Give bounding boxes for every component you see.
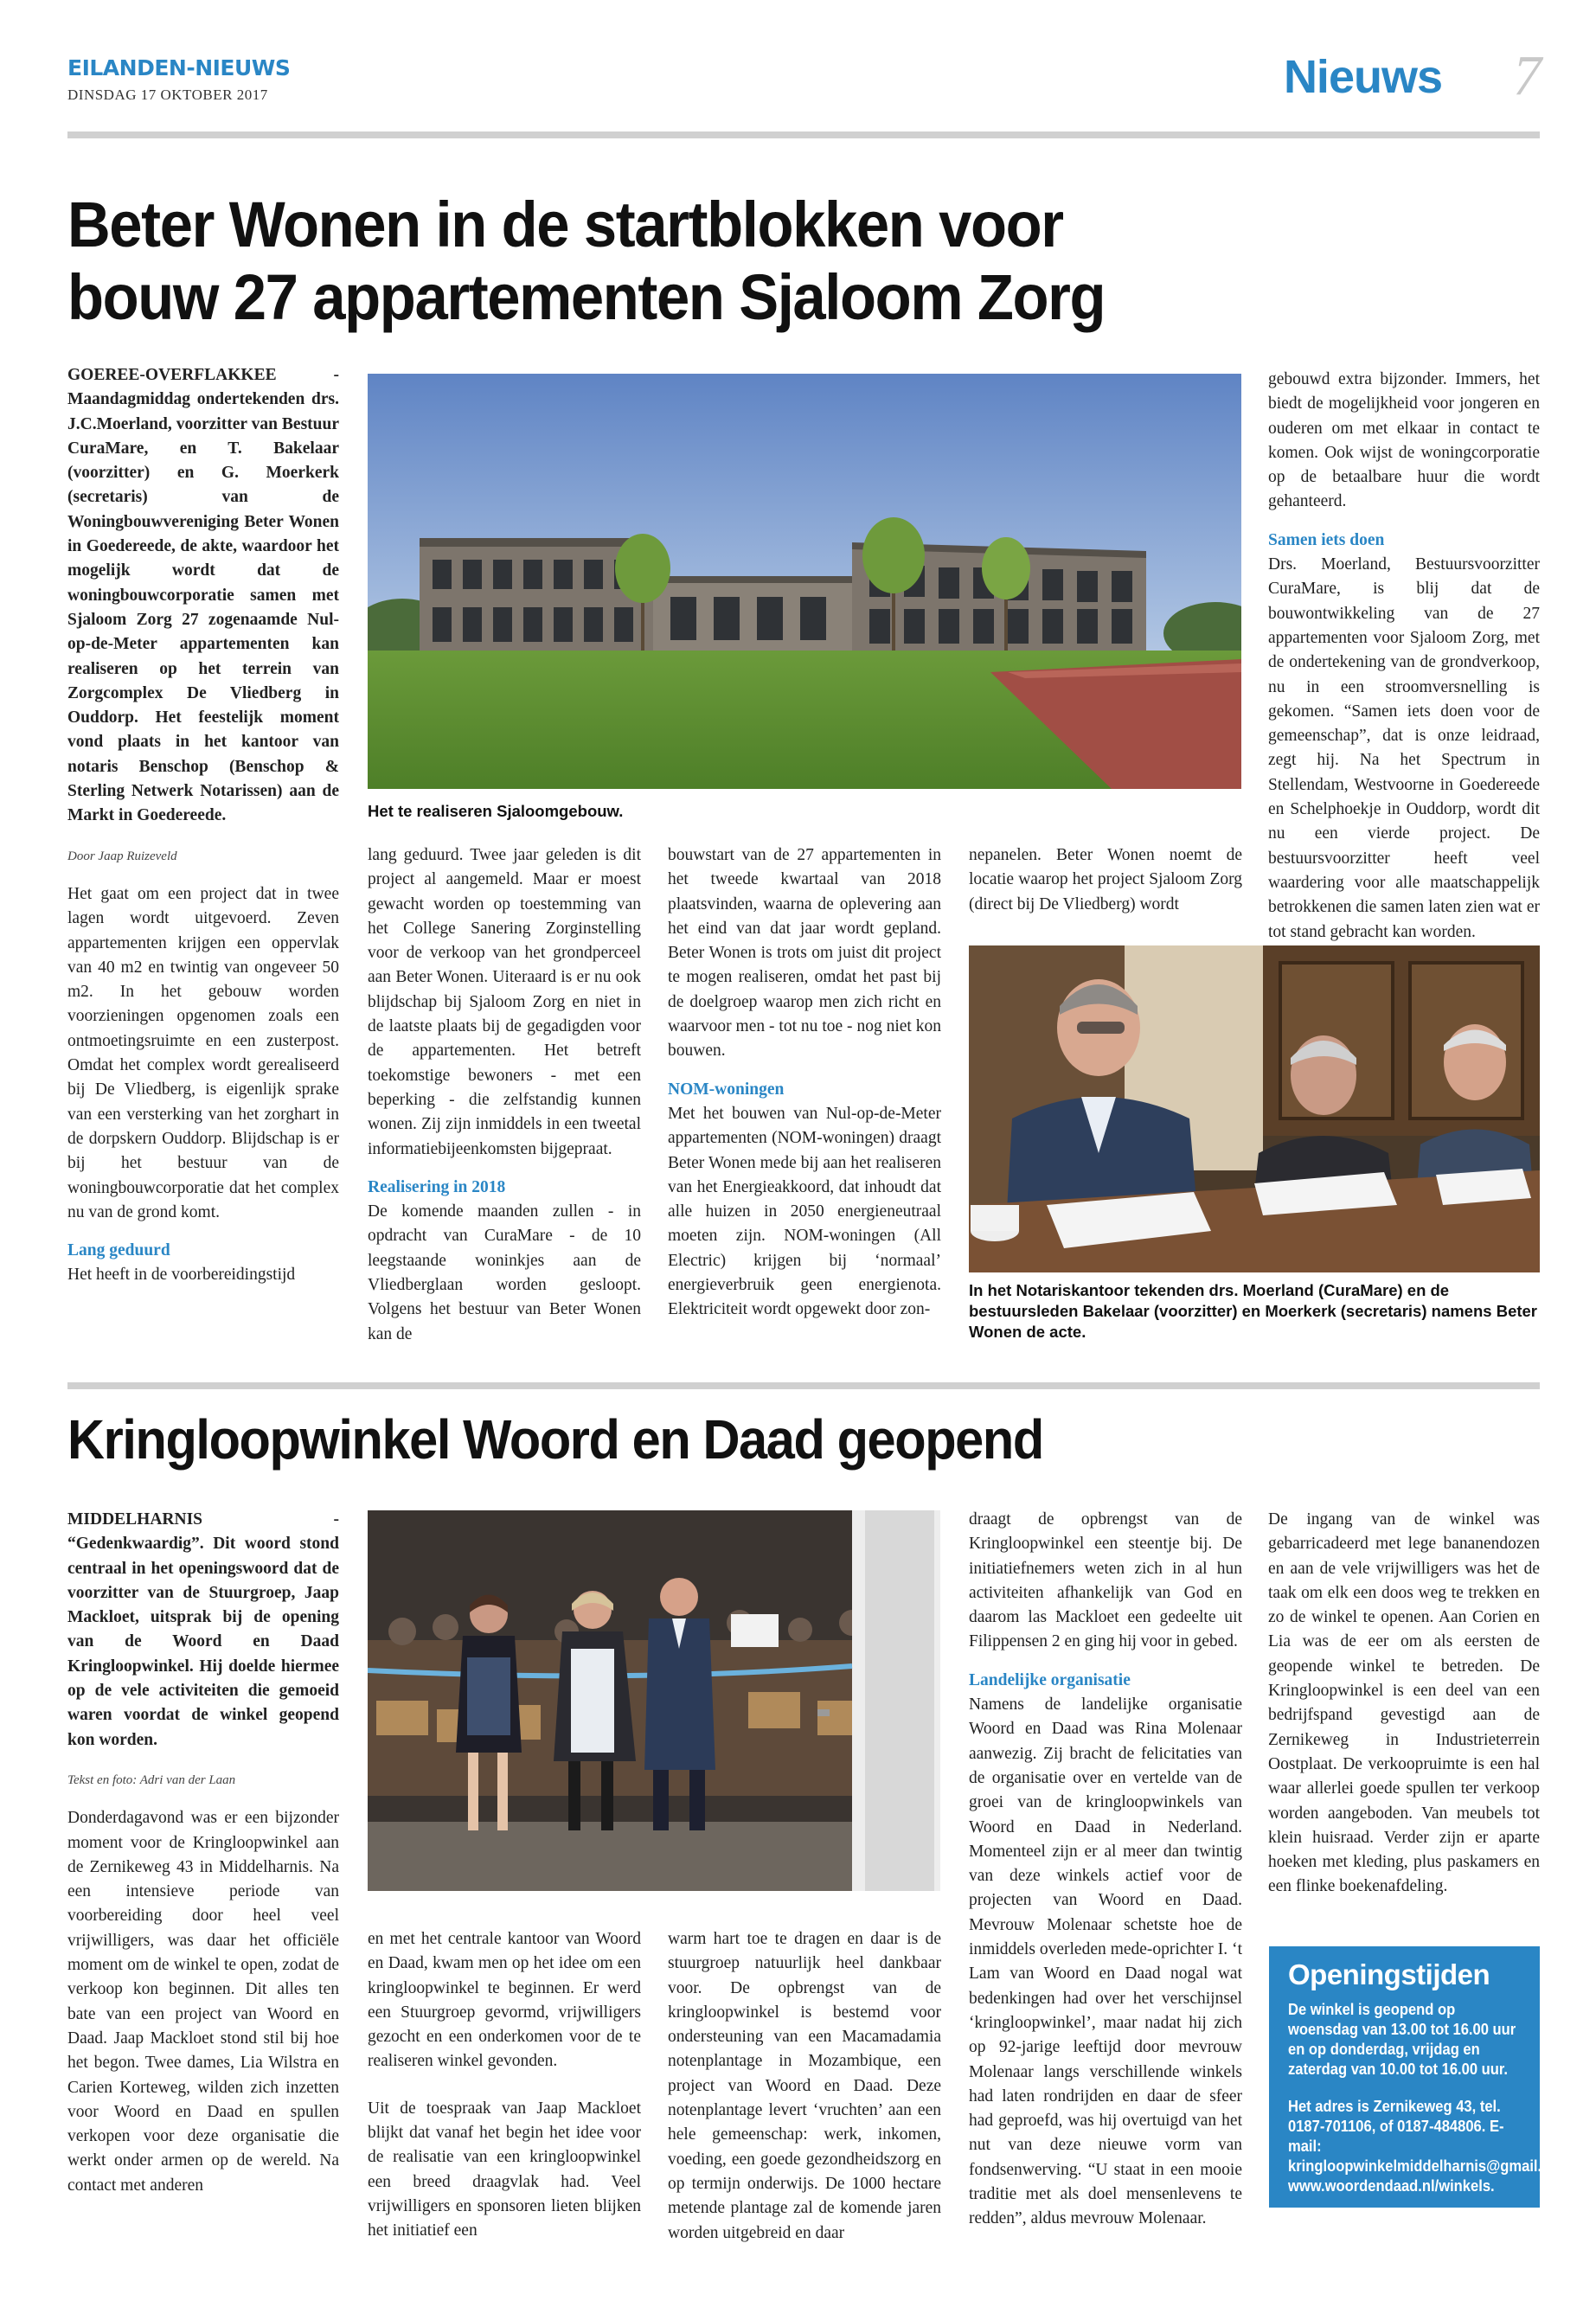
article1-paragraph: nepanelen. Beter Wonen noemt de locatie waarop het project Sjaloom Zorg (direct bij De Vliedberg) wordt	[969, 846, 1242, 913]
article1-subhead-lang-geduurd: Lang geduurd	[67, 1241, 170, 1260]
article2-subhead-landelijke-organisatie: Landelijke organisatie	[969, 1670, 1131, 1689]
article2-headline: Kringloopwinkel Woord en Daad geopend	[67, 1408, 1043, 1471]
article1-headline	[67, 189, 1476, 334]
article1-paragraph: lang geduurd. Twee jaar geleden is dit project al aangemeld. Maar er moest gewacht worden op toestemming van het College Sanering Zorginstelling voor de verkoop van het grondperceel aan Beter Wonen. Uiteraard is er nu ook blijdschap bij Sjaloom Zorg en niet in de laatste plaats bij de gegadigden voor de appartementen. Het betreft toekomstige bewoners - met een beperking - die zelfstandig kunnen wonen. Zij zijn inmiddels in een tweetal informatiebijeenkomsten bijgepraat.	[368, 846, 641, 1158]
article2-column-4	[969, 1508, 1242, 2232]
article2-column-3	[668, 1927, 941, 2246]
article1-paragraph: bouwstart van de 27 appartementen in het tweede kwartaal van 2018 plaatsvinden, waarna de oplevering aan het eind van dat jaar wordt gepland. Beter Wonen is trots om juist dit project te mogen realiseren, omdat het past bij de doelgroep waarop men zich richt en waarvoor men - tot nu toe - nog niet kon bouwen.	[668, 846, 941, 1061]
building-render-photo	[368, 374, 1241, 789]
shop-address-text: Het adres is Zernikeweg 43, tel. 0187-701106, of 0187-484806. E-mail: kringloopwinkelmiddelharnis@gmail.com. www.woordendaad.nl/winkels.	[1288, 2098, 1575, 2195]
shop-opening-photo	[368, 1510, 940, 1891]
article1-subhead-nom-woningen: NOM-woningen	[668, 1080, 785, 1099]
header-rule	[67, 131, 1540, 138]
section-title: Nieuws	[1283, 51, 1442, 103]
article1-column-2	[368, 843, 641, 1347]
article2-column-1	[67, 1508, 339, 2198]
article1-column-1	[67, 363, 339, 1288]
article2-paragraph: en met het centrale kantoor van Woord en Daad, kwam men op het idee om een kringloopwinkel te beginnen. Er werd een Stuurgroep gevormd, vrijwilligers gezocht en een onderkomen voor de te realiseren winkel gevonden.	[368, 1930, 641, 2071]
article1-paragraph: Drs. Moerland, Bestuursvoorzitter CuraMare, is blij dat de bouwontwikkeling van de 27 appartementen voor Sjaloom Zorg, met de ondertekening van de grondverkoop, nu in een stroomversnelling is gekomen. “Samen iets doen voor de gemeenschap”, dat is onze leidraad, zegt hij. Na het Spectrum in Stellendam, Westvoorne in Goedereede en Schelphoekje in Ouddorp, wordt dit nu een vierde project. De bestuursvoorzitter heeft veel waardering voor alle maatschappelijk betrokkenen die samen laten zien wat er tot stand gebracht kan worden.	[1268, 555, 1540, 941]
paragraph-gap	[368, 2074, 641, 2097]
article2-paragraph: Uit de toespraak van Jaap Mackloet blijkt dat vanaf het begin het idee voor de realisatie van een kringloopwinkel een breed draagvlak had. Veel vrijwilligers en sponsoren lieten blijken het initiatief een	[368, 2099, 641, 2240]
signing-image	[969, 945, 1540, 1272]
building-photo-caption: Het te realiseren Sjaloomgebouw.	[368, 802, 624, 820]
page-number: 7	[1513, 44, 1542, 107]
article2-paragraph: Namens de landelijke organisatie Woord en Daad was Rina Molenaar aanwezig. Zij bracht de felicitaties van de organisatie over en vertelde van de groei van de kringloopwinkels van Woord en Daad in Nederland. Momenteel zijn er al meer dan twintig van deze winkels actief voor de projecten van Woord en Daad. Mevrouw Molenaar schetste hoe de inmiddels overleden mede-oprichter I. ‘t Lam van Woord en Daad nogal wat bedenkingen had over het verschijnsel ‘kringloopwinkel’, maar nadat hij zich op 92-jarige leeftijd door mevrouw Molenaar langs verschillende winkels had laten rondrijden en daar de sfeer had geproefd, was hij overtuigd van het nut van deze nieuwe vorm van fondsenwerving. “U staat in een mooie traditie met als doel mensenlevens te redden”, aldus mevrouw Molenaar.	[969, 1695, 1242, 2228]
opening-hours-title: Openingstijden	[1288, 1958, 1490, 1990]
opening-hours-box	[1269, 1946, 1575, 2208]
article2-paragraph: De ingang van de winkel was gebarricadeerd met lege bananendozen en aan de vele vrijwilligers was het de taak om elk een doos weg te trekken en zo de winkel te openen. Aan Corien en Lia was de eer om als eersten de geopende winkel te betreden. De Kringloopwinkel is een deel van een bedrijfspand gevestigd aan de Zernikeweg in Industrieterrein Oostplaat. De verkoopruimte is een hal waar allerlei goede spullen ter verkoop worden aangeboden. Van meubels tot klein huisraad. Verder zijn er aparte hoeken met kleding, plus paskamers en een flinke boekenafdeling.	[1268, 1510, 1540, 1896]
article2-byline: Tekst en foto: Adri van der Laan	[67, 1772, 236, 1787]
article2-lead: MIDDELHARNIS - “Gedenkwaardig”. Dit woord stond centraal in het openingswoord dat de voorzitter van de Stuurgroep, Jaap Mackloet, uitsprak bij de opening van de Woord en Daad Kringloopwinkel. Hij doelde hiermee op de vele activiteiten die gemoeid waren voordat de winkel geopend kon worden.	[67, 1510, 339, 1749]
article1-subhead-realisering: Realisering in 2018	[368, 1177, 506, 1196]
article1-paragraph: Met het bouwen van Nul-op-de-Meter appartementen (NOM-woningen) draagt Beter Wonen mede bij aan het realiseren van het Energieakkoord, dat inhoudt dat alle huizen in 2050 energieneutraal moeten zijn. NOM-woningen (All Electric) krijgen bij ‘normaal’ energieverbruik geen energienota. Elektriciteit wordt opgewekt door zon-	[668, 1104, 941, 1319]
article1-subhead-samen-iets-doen: Samen iets doen	[1268, 530, 1385, 549]
article1-headline-line2: bouw 27 appartementen Sjaloom Zorg	[67, 261, 1106, 333]
signing-photo-caption: In het Notariskantoor tekenden drs. Moerland (CuraMare) en de bestuursleden Bakelaar (voorzitter) en Moerkerk (secretaris) namens Beter Wonen de acte.	[969, 1281, 1538, 1341]
article1-column-4	[969, 843, 1242, 917]
article2-paragraph: warm hart toe te dragen en daar is de stuurgroep natuurlijk heel dankbaar voor. De opbrengst van de kringloopwinkel is bestemd voor ondersteuning van een Macamadamia notenplantage in Mozambique, een project van Woord en Daad. Deze notenplantage levert ‘vruchten’ aan een hele gemeenschap: werk, inkomen, voeding, een goede gezondheidszorg en op termijn onderwijs. De 1000 hectare metende plantage zal de komende jaren worden uitgebreid en daar	[668, 1930, 941, 2242]
article2-column-2	[368, 1927, 641, 2244]
article1-lead: GOEREE-OVERFLAKKEE - Maandagmiddag ondertekenden drs. J.C.Moerland, voorzitter van Bestuur CuraMare, en T. Bakelaar (voorzitter) en G. Moerkerk (secretaris) van de Woningbouwvereniging Beter Wonen in Goedereede, de akte, waardoor het mogelijk wordt dat de woningbouwcorporatie samen met Sjaloom Zorg 27 zogenaamde Nul-op-de-Meter appartementen kan realiseren op het terrein van Zorgcomplex De Vliedberg in Ouddorp. Het feestelijk moment vond plaats in het kantoor van notaris Benschop (Benschop & Sterling Netwerk Notarissen) aan de Markt in Goedereede.	[67, 366, 339, 825]
article1-paragraph: Het gaat om een project dat in twee lagen wordt uitgevoerd. Zeven appartementen krijgen een oppervlak van 40 m2 en twintig van ongeveer 50 m2. In het gebouw worden voorzieningen opgenomen zoals een ontmoetingsruimte en een zusterpost. Omdat het complex wordt gerealiseerd bij De Vliedberg, is eigenlijk sprake van een versterking van het zorghart in de dorpskern Ouddorp. Blijdschap is er bij het bestuur van de woningbouwcorporatie dat het complex nu van de grond komt.	[67, 884, 339, 1221]
issue-date: DINSDAG 17 OKTOBER 2017	[67, 87, 268, 103]
article2-paragraph: draagt de opbrengst van de Kringloopwinkel een steentje bij. De initiatiefnemers weten zich in al hun activiteiten afhankelijk van God en daarom las Mackloet een gedeelte uit Filippensen 2 en ging hij voor in gebed.	[969, 1510, 1242, 1651]
article2-paragraph: Donderdagavond was er een bijzonder moment voor de Kringloopwinkel aan de Zernikeweg 43 in Middelharnis. Na een intensieve periode van voorbereiding door heel veel vrijwilligers, was daar het officiële moment om de winkel te open, zodat de verkoop kon beginnen. Dit alles ten bate van een project van Woord en Daad. Jaap Mackloet stond stil bij hoe het begon. Twee dames, Lia Wilstra en Carien Korteweg, wilden zich inzetten voor Woord en Daad en spullen verkopen voor deze organisatie die werkt onder armen op de wereld. Na contact met anderen	[67, 1809, 339, 2195]
opening-hours-text: De winkel is geopend op woensdag van 13.00 tot 16.00 uur en op donderdag, vrijdag en zaterdag van 10.00 tot 16.00 uur.	[1288, 2001, 1516, 2078]
article1-column-3	[668, 843, 941, 1323]
article1-column-5	[1268, 368, 1540, 945]
article1-paragraph: Het heeft in de voorbereidingstijd	[67, 1266, 296, 1285]
shop-opening-image	[368, 1510, 940, 1891]
building-render-image	[368, 374, 1241, 789]
signing-photo	[969, 945, 1540, 1272]
article-divider-rule	[67, 1382, 1540, 1389]
article1-paragraph: gebouwd extra bijzonder. Immers, het biedt de mogelijkheid voor jongeren en ouderen om met elkaar in contact te komen. Ook wijst de woningcorporatie op de betaalbare huur die wordt gehanteerd.	[1268, 370, 1540, 511]
article1-paragraph: De komende maanden zullen - in opdracht van CuraMare - de 10 leegstaande woninkjes aan de Vliedberglaan worden gesloopt. Volgens het bestuur van Beter Wonen kan de	[368, 1202, 641, 1343]
article1-headline-line1: Beter Wonen in de startblokken voor	[67, 189, 1063, 260]
masthead-logo: EILANDEN-NIEUWS	[67, 55, 291, 80]
article2-column-5	[1268, 1508, 1540, 1900]
article1-byline: Door Jaap Ruizeveld	[67, 849, 177, 863]
